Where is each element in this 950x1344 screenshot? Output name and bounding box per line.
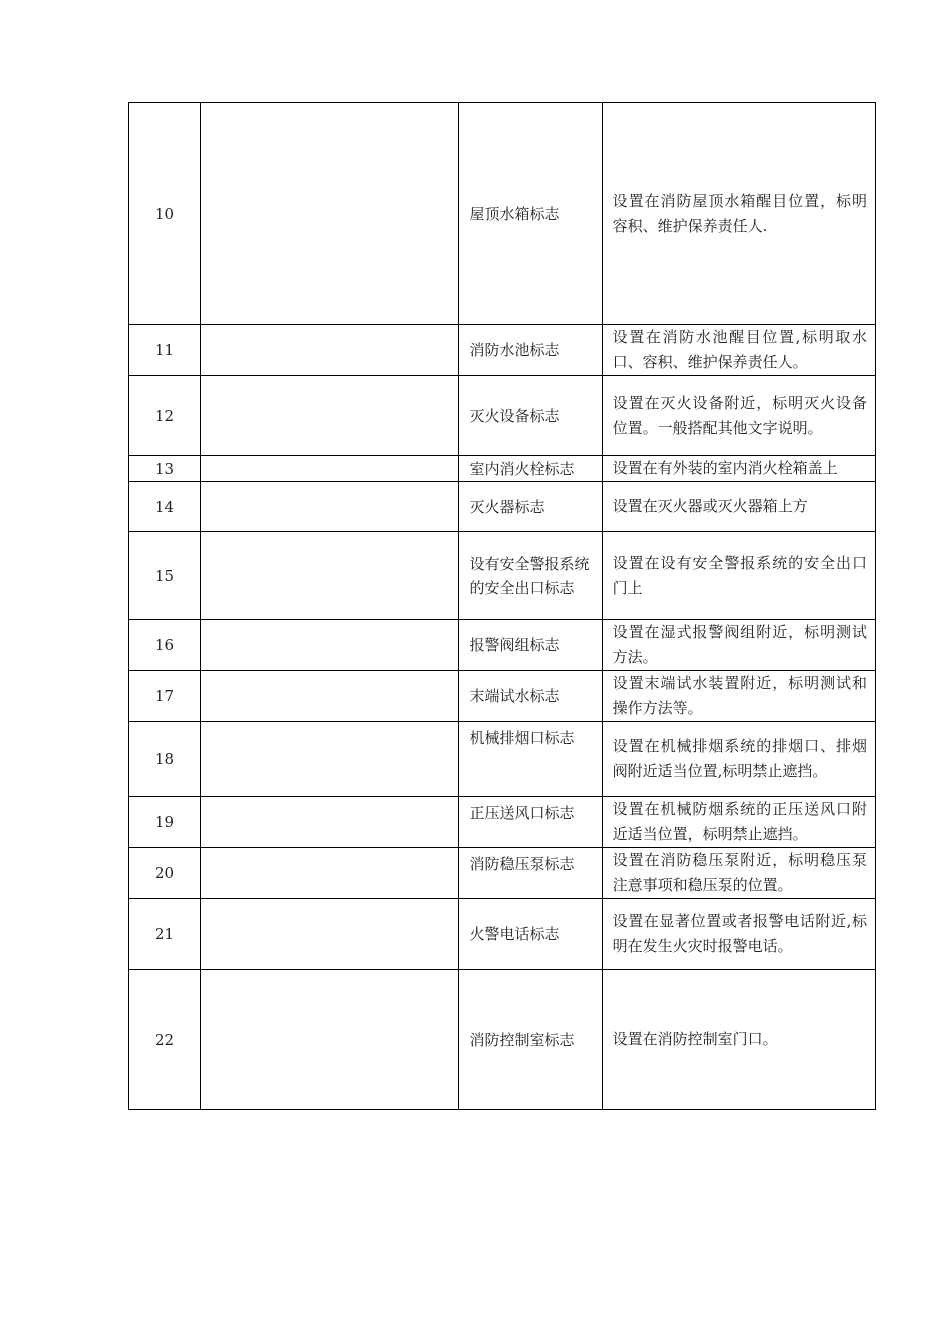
table-row — [129, 620, 876, 671]
sign-image-cell — [201, 899, 459, 970]
row-number: 20 — [129, 848, 201, 899]
table-row — [129, 532, 876, 620]
table-row — [129, 671, 876, 722]
sign-name: 室内消火栓标志 — [459, 456, 602, 482]
row-number: 15 — [129, 532, 201, 620]
sign-image-cell — [201, 376, 459, 456]
sign-image-cell — [201, 848, 459, 899]
row-number: 13 — [129, 456, 201, 482]
sign-description: 设置在设有安全警报系统的安全出口门上 — [602, 532, 875, 620]
sign-name: 机械排烟口标志 — [459, 722, 602, 797]
sign-description: 设置在有外装的室内消火栓箱盖上 — [602, 456, 875, 482]
row-number: 16 — [129, 620, 201, 671]
sign-image-cell — [201, 482, 459, 532]
sign-name: 灭火设备标志 — [459, 376, 602, 456]
row-number: 10 — [129, 103, 201, 325]
sign-description: 设置末端试水装置附近，标明测试和操作方法等。 — [602, 671, 875, 722]
row-number: 17 — [129, 671, 201, 722]
sign-image-cell — [201, 532, 459, 620]
sign-description: 设置在湿式报警阀组附近，标明测试方法。 — [602, 620, 875, 671]
sign-description: 设置在显著位置或者报警电话附近,标明在发生火灾时报警电话。 — [602, 899, 875, 970]
sign-name: 灭火器标志 — [459, 482, 602, 532]
sign-name: 消防稳压泵标志 — [459, 848, 602, 899]
sign-name: 屋顶水箱标志 — [459, 103, 602, 325]
table-row — [129, 482, 876, 532]
row-number: 14 — [129, 482, 201, 532]
sign-description: 设置在消防屋顶水箱醒目位置，标明容积、维护保养责任人. — [602, 103, 875, 325]
sign-description: 设置在机械防烟系统的正压送风口附近适当位置，标明禁止遮挡。 — [602, 797, 875, 848]
table-row — [129, 103, 876, 325]
row-number: 21 — [129, 899, 201, 970]
table-row — [129, 899, 876, 970]
sign-name: 末端试水标志 — [459, 671, 602, 722]
sign-name: 消防水池标志 — [459, 325, 602, 376]
sign-description: 设置在消防稳压泵附近，标明稳压泵注意事项和稳压泵的位置。 — [602, 848, 875, 899]
row-number: 18 — [129, 722, 201, 797]
table-row — [129, 376, 876, 456]
row-number: 22 — [129, 970, 201, 1110]
sign-image-cell — [201, 970, 459, 1110]
sign-description: 设置在消防控制室门口。 — [602, 970, 875, 1110]
sign-description: 设置在机械排烟系统的排烟口、排烟阀附近适当位置,标明禁止遮挡。 — [602, 722, 875, 797]
sign-description: 设置在消防水池醒目位置,标明取水口、容积、维护保养责任人。 — [602, 325, 875, 376]
table-row — [129, 848, 876, 899]
table-row — [129, 456, 876, 482]
sign-image-cell — [201, 722, 459, 797]
table-row — [129, 970, 876, 1110]
sign-image-cell — [201, 325, 459, 376]
sign-name: 设有安全警报系统的安全出口标志 — [459, 532, 602, 620]
row-number: 19 — [129, 797, 201, 848]
sign-image-cell — [201, 456, 459, 482]
sign-name: 报警阀组标志 — [459, 620, 602, 671]
sign-name: 火警电话标志 — [459, 899, 602, 970]
row-number: 11 — [129, 325, 201, 376]
sign-description: 设置在灭火器或灭火器箱上方 — [602, 482, 875, 532]
sign-image-cell — [201, 797, 459, 848]
table-row — [129, 325, 876, 376]
sign-image-cell — [201, 620, 459, 671]
sign-image-cell — [201, 671, 459, 722]
table-row — [129, 797, 876, 848]
fire-sign-table — [128, 102, 876, 1110]
table-row — [129, 722, 876, 797]
row-number: 12 — [129, 376, 201, 456]
sign-name: 消防控制室标志 — [459, 970, 602, 1110]
sign-description: 设置在灭火设备附近，标明灭火设备位置。一般搭配其他文字说明。 — [602, 376, 875, 456]
sign-image-cell — [201, 103, 459, 325]
sign-name: 正压送风口标志 — [459, 797, 602, 848]
